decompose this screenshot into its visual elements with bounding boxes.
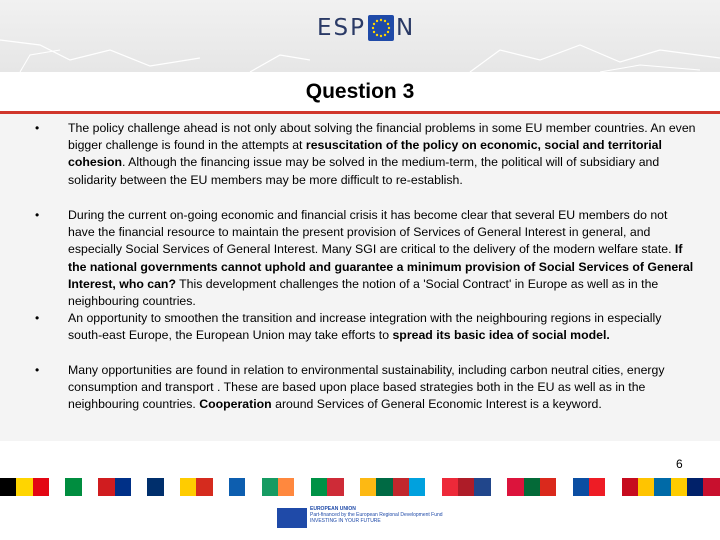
flag-swatch bbox=[213, 478, 229, 496]
bullet-item bbox=[35, 207, 696, 310]
flag-swatch bbox=[605, 478, 621, 496]
flag-swatch bbox=[573, 478, 589, 496]
flag-swatch bbox=[278, 478, 294, 496]
flag-swatch bbox=[671, 478, 687, 496]
flag-swatch bbox=[687, 478, 703, 496]
flag-swatch bbox=[16, 478, 32, 496]
bullet-text: spread its basic idea of social model. bbox=[392, 328, 610, 343]
bullet-dot-icon: • bbox=[35, 363, 40, 377]
bullet-text: An opportunity to smoothen the transition and increase integration with the neighbouring regions in especially south-east Europe, the European Union may take efforts to bbox=[68, 311, 662, 343]
eu-text-line2: Part-financed by the European Regional Development Fund bbox=[310, 512, 443, 518]
bullet-text: Cooperation bbox=[199, 397, 272, 412]
flag-swatch bbox=[180, 478, 196, 496]
flag-swatch bbox=[311, 478, 327, 496]
flag-swatch bbox=[98, 478, 114, 496]
espon-logo bbox=[317, 13, 415, 43]
flag-swatch bbox=[491, 478, 507, 496]
eu-funding-text bbox=[310, 506, 460, 524]
flag-swatch bbox=[294, 478, 310, 496]
flag-swatch bbox=[376, 478, 392, 496]
bullet-text: resuscitation of the policy on economic, social and territorial cohesion bbox=[68, 138, 662, 170]
bullet-dot-icon: • bbox=[35, 208, 40, 222]
flag-swatch bbox=[344, 478, 360, 496]
logo-text-left: ESP bbox=[317, 15, 367, 41]
flag-swatch bbox=[524, 478, 540, 496]
eu-text-line1: EUROPEAN UNION bbox=[310, 506, 356, 512]
flag-swatch bbox=[622, 478, 638, 496]
flag-swatch bbox=[327, 478, 343, 496]
flag-swatch bbox=[262, 478, 278, 496]
page-number: 6 bbox=[676, 457, 683, 471]
flag-swatch bbox=[49, 478, 65, 496]
flag-swatch bbox=[65, 478, 81, 496]
bullet-item bbox=[35, 310, 696, 344]
flag-swatch bbox=[360, 478, 376, 496]
flag-strip bbox=[0, 478, 720, 496]
flag-swatch bbox=[0, 478, 16, 496]
flag-swatch bbox=[638, 478, 654, 496]
flag-swatch bbox=[425, 478, 441, 496]
flag-swatch bbox=[196, 478, 212, 496]
eu-logo-icon bbox=[277, 508, 307, 528]
bullet-text: Many opportunities are found in relation to environmental sustainability, including carbon neutral cities, energy consumption and transport . These are based upon place based strategies both in the EU as well as in the neighbouring countries. bbox=[68, 363, 665, 412]
bullet-item bbox=[35, 120, 696, 189]
bullet-text: around Services of General Economic Interest is a keyword. bbox=[271, 397, 602, 412]
eu-text-line3: INVESTING IN YOUR FUTURE bbox=[310, 518, 381, 524]
flag-swatch bbox=[245, 478, 261, 496]
flag-swatch bbox=[442, 478, 458, 496]
flag-swatch bbox=[507, 478, 523, 496]
flag-swatch bbox=[229, 478, 245, 496]
bullet-dot-icon: • bbox=[35, 121, 40, 135]
flag-swatch bbox=[474, 478, 490, 496]
flag-swatch bbox=[458, 478, 474, 496]
flag-swatch bbox=[703, 478, 719, 496]
eu-flag-icon bbox=[368, 15, 394, 41]
flag-swatch bbox=[540, 478, 556, 496]
bullet-text: The policy challenge ahead is not only about solving the financial problems in some EU member countries. An even bigger challenge is found in the attempts at bbox=[68, 121, 696, 153]
flag-swatch bbox=[147, 478, 163, 496]
bullet-text: . Although the financing issue may be solved in the medium-term, the political will of subsidiary and solidarity between the EU members may be more difficult to re-establish. bbox=[68, 155, 660, 187]
flag-swatch bbox=[654, 478, 670, 496]
bullet-text: During the current on-going economic and financial crisis it has become clear that several EU members do not have the financial resource to maintain the present provision of Services of General Interest in general, and especially Social Services of General Interest. Many SGI are critical to the delivery of the modern welfare state. bbox=[68, 208, 675, 257]
bullet-dot-icon: • bbox=[35, 311, 40, 325]
flag-swatch bbox=[393, 478, 409, 496]
header-banner bbox=[0, 0, 720, 72]
flag-swatch bbox=[409, 478, 425, 496]
logo-text-right: N bbox=[396, 15, 416, 41]
slide-title: Question 3 bbox=[305, 80, 415, 103]
flag-swatch bbox=[164, 478, 180, 496]
flag-swatch bbox=[115, 478, 131, 496]
flag-swatch bbox=[589, 478, 605, 496]
flag-swatch bbox=[131, 478, 147, 496]
flag-swatch bbox=[33, 478, 49, 496]
flag-swatch bbox=[82, 478, 98, 496]
bullet-text: If the national governments cannot uphold and guarantee a minimum provision of Social Services of General Interest, who can? bbox=[68, 242, 694, 291]
bullet-item bbox=[35, 362, 696, 414]
bullet-text: This development challenges the notion of a 'Social Contract' in Europe as well as in the neighbouring countries. bbox=[68, 276, 659, 309]
flag-swatch bbox=[556, 478, 572, 496]
